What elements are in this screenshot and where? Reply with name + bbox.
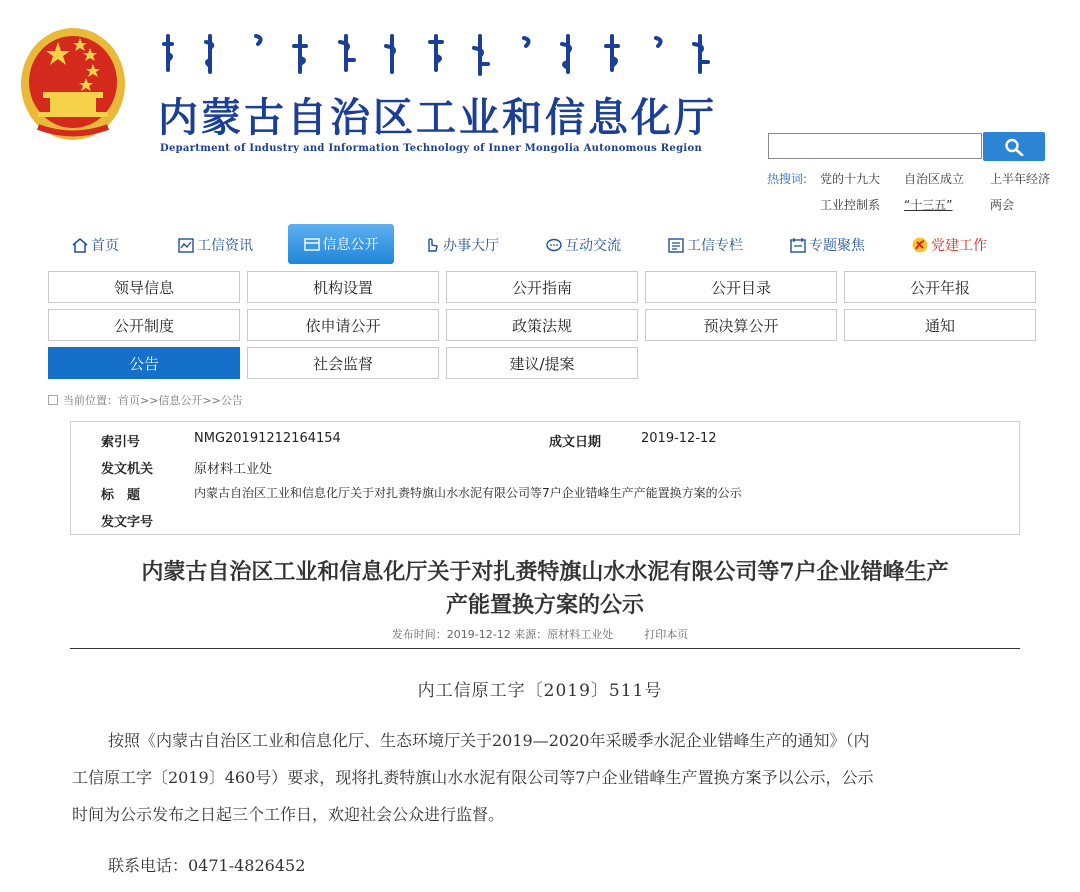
nav-news[interactable]	[178, 226, 253, 264]
mail-icon	[304, 237, 320, 252]
hot-term-link[interactable]: 工业控制系	[820, 198, 881, 212]
national-emblem-icon	[18, 22, 128, 142]
doc-number-label: 发文字号	[101, 515, 154, 530]
calendar-icon	[790, 238, 806, 253]
hot-search-label: 热搜词:	[767, 172, 808, 186]
subnav-notices[interactable]: 通知	[844, 309, 1036, 341]
subnav-proposals[interactable]: 建议/提案	[446, 347, 638, 379]
subnav-catalog[interactable]: 公开目录	[645, 271, 837, 303]
breadcrumb	[48, 392, 243, 408]
document-info-box	[70, 421, 1020, 535]
search-button[interactable]	[983, 132, 1045, 161]
hot-term-link[interactable]: 上半年经济	[990, 172, 1051, 186]
site-subtitle: Department of Industry and Information Technology of Inner Mongolia Autonomous Region	[160, 143, 703, 154]
nav-home[interactable]	[72, 226, 119, 264]
nav-label: 首页	[91, 238, 119, 254]
nav-label: 互动交流	[565, 238, 621, 254]
hot-term-link[interactable]: 党的十九大	[820, 172, 881, 186]
subnav-announcements[interactable]: 公告	[48, 347, 240, 379]
subnav-system[interactable]: 公开制度	[48, 309, 240, 341]
body-paragraph-line: 工信原工字〔2019〕460号）要求，现将扎赉特旗山水水泥有限公司等7户企业错峰生产置换方案予以公示，公示	[72, 768, 874, 787]
chart-icon	[178, 238, 194, 253]
nav-topics[interactable]	[790, 226, 865, 264]
nav-column[interactable]	[668, 226, 743, 264]
location-icon	[48, 395, 58, 405]
nav-info-public[interactable]	[288, 224, 394, 264]
issuer-value: 原材料工业处	[194, 462, 273, 477]
nav-service-hall[interactable]	[424, 226, 499, 264]
subnav-policies[interactable]: 政策法规	[446, 309, 638, 341]
hot-term-link[interactable]: 自治区成立	[904, 172, 965, 186]
publish-info: 发布时间：2019-12-12 来源：原材料工业处	[391, 628, 614, 641]
subnav-guide[interactable]: 公开指南	[446, 271, 638, 303]
nav-party-building[interactable]	[912, 226, 987, 264]
subnav-budget[interactable]: 预决算公开	[645, 309, 837, 341]
hand-pointer-icon	[424, 237, 440, 253]
date-label: 成文日期	[549, 435, 602, 450]
hot-term-link[interactable]: 两会	[990, 198, 1015, 212]
title-value: 内蒙古自治区工业和信息化厅关于对扎赉特旗山水水泥有限公司等7户企业错峰生产产能置换方案的公示	[194, 486, 742, 500]
contact-phone: 联系电话：0471-4826452	[108, 856, 306, 875]
article-title-line: 产能置换方案的公示	[445, 592, 644, 618]
article-title-line: 内蒙古自治区工业和信息化厅关于对扎赉特旗山水水泥有限公司等7户企业错峰生产	[141, 559, 949, 585]
index-value: NMG20191212164154	[194, 431, 341, 446]
hot-term-link[interactable]: “十三五”	[904, 198, 953, 212]
date-value: 2019-12-12	[641, 431, 717, 446]
subnav-supervision[interactable]: 社会监督	[247, 347, 439, 379]
issuer-label: 发文机关	[101, 462, 154, 477]
nav-label: 工信专栏	[687, 238, 743, 254]
document-number: 内工信原工字〔2019〕511号	[417, 681, 663, 701]
subnav-on-request[interactable]: 依申请公开	[247, 309, 439, 341]
home-icon	[72, 238, 88, 253]
nav-interaction[interactable]	[546, 226, 621, 264]
title-label: 标 题	[101, 488, 141, 503]
body-paragraph-line: 时间为公示发布之日起三个工作日，欢迎社会公众进行监督。	[72, 805, 505, 824]
nav-label: 工信资讯	[197, 238, 253, 254]
search-icon	[1004, 138, 1024, 156]
nav-label: 信息公开	[322, 237, 379, 253]
body-paragraph-line: 按照《内蒙古自治区工业和信息化厅、生态环境厅关于2019—2020年采暖季水泥企业错峰生产的通知》（内	[108, 731, 870, 750]
site-title: 内蒙古自治区工业和信息化厅	[158, 94, 717, 141]
subnav-annual-report[interactable]: 公开年报	[844, 271, 1036, 303]
search-input[interactable]	[768, 133, 982, 159]
document-icon	[668, 238, 684, 253]
nav-label: 党建工作	[931, 238, 987, 254]
index-label: 索引号	[101, 435, 141, 450]
subnav-organization[interactable]: 机构设置	[247, 271, 439, 303]
chat-bubble-icon	[546, 238, 562, 253]
mongolian-script-logo	[160, 30, 720, 78]
nav-label: 办事大厅	[443, 238, 499, 254]
article-meta	[0, 626, 1080, 642]
breadcrumb-text[interactable]: 当前位置：首页>>信息公开>>公告	[63, 394, 243, 407]
article-title	[60, 556, 1030, 622]
subnav-leaders[interactable]: 领导信息	[48, 271, 240, 303]
party-emblem-icon	[912, 237, 928, 253]
nav-label: 专题聚焦	[809, 238, 865, 254]
print-link[interactable]: 打印本页	[644, 628, 689, 641]
divider	[70, 648, 1020, 649]
